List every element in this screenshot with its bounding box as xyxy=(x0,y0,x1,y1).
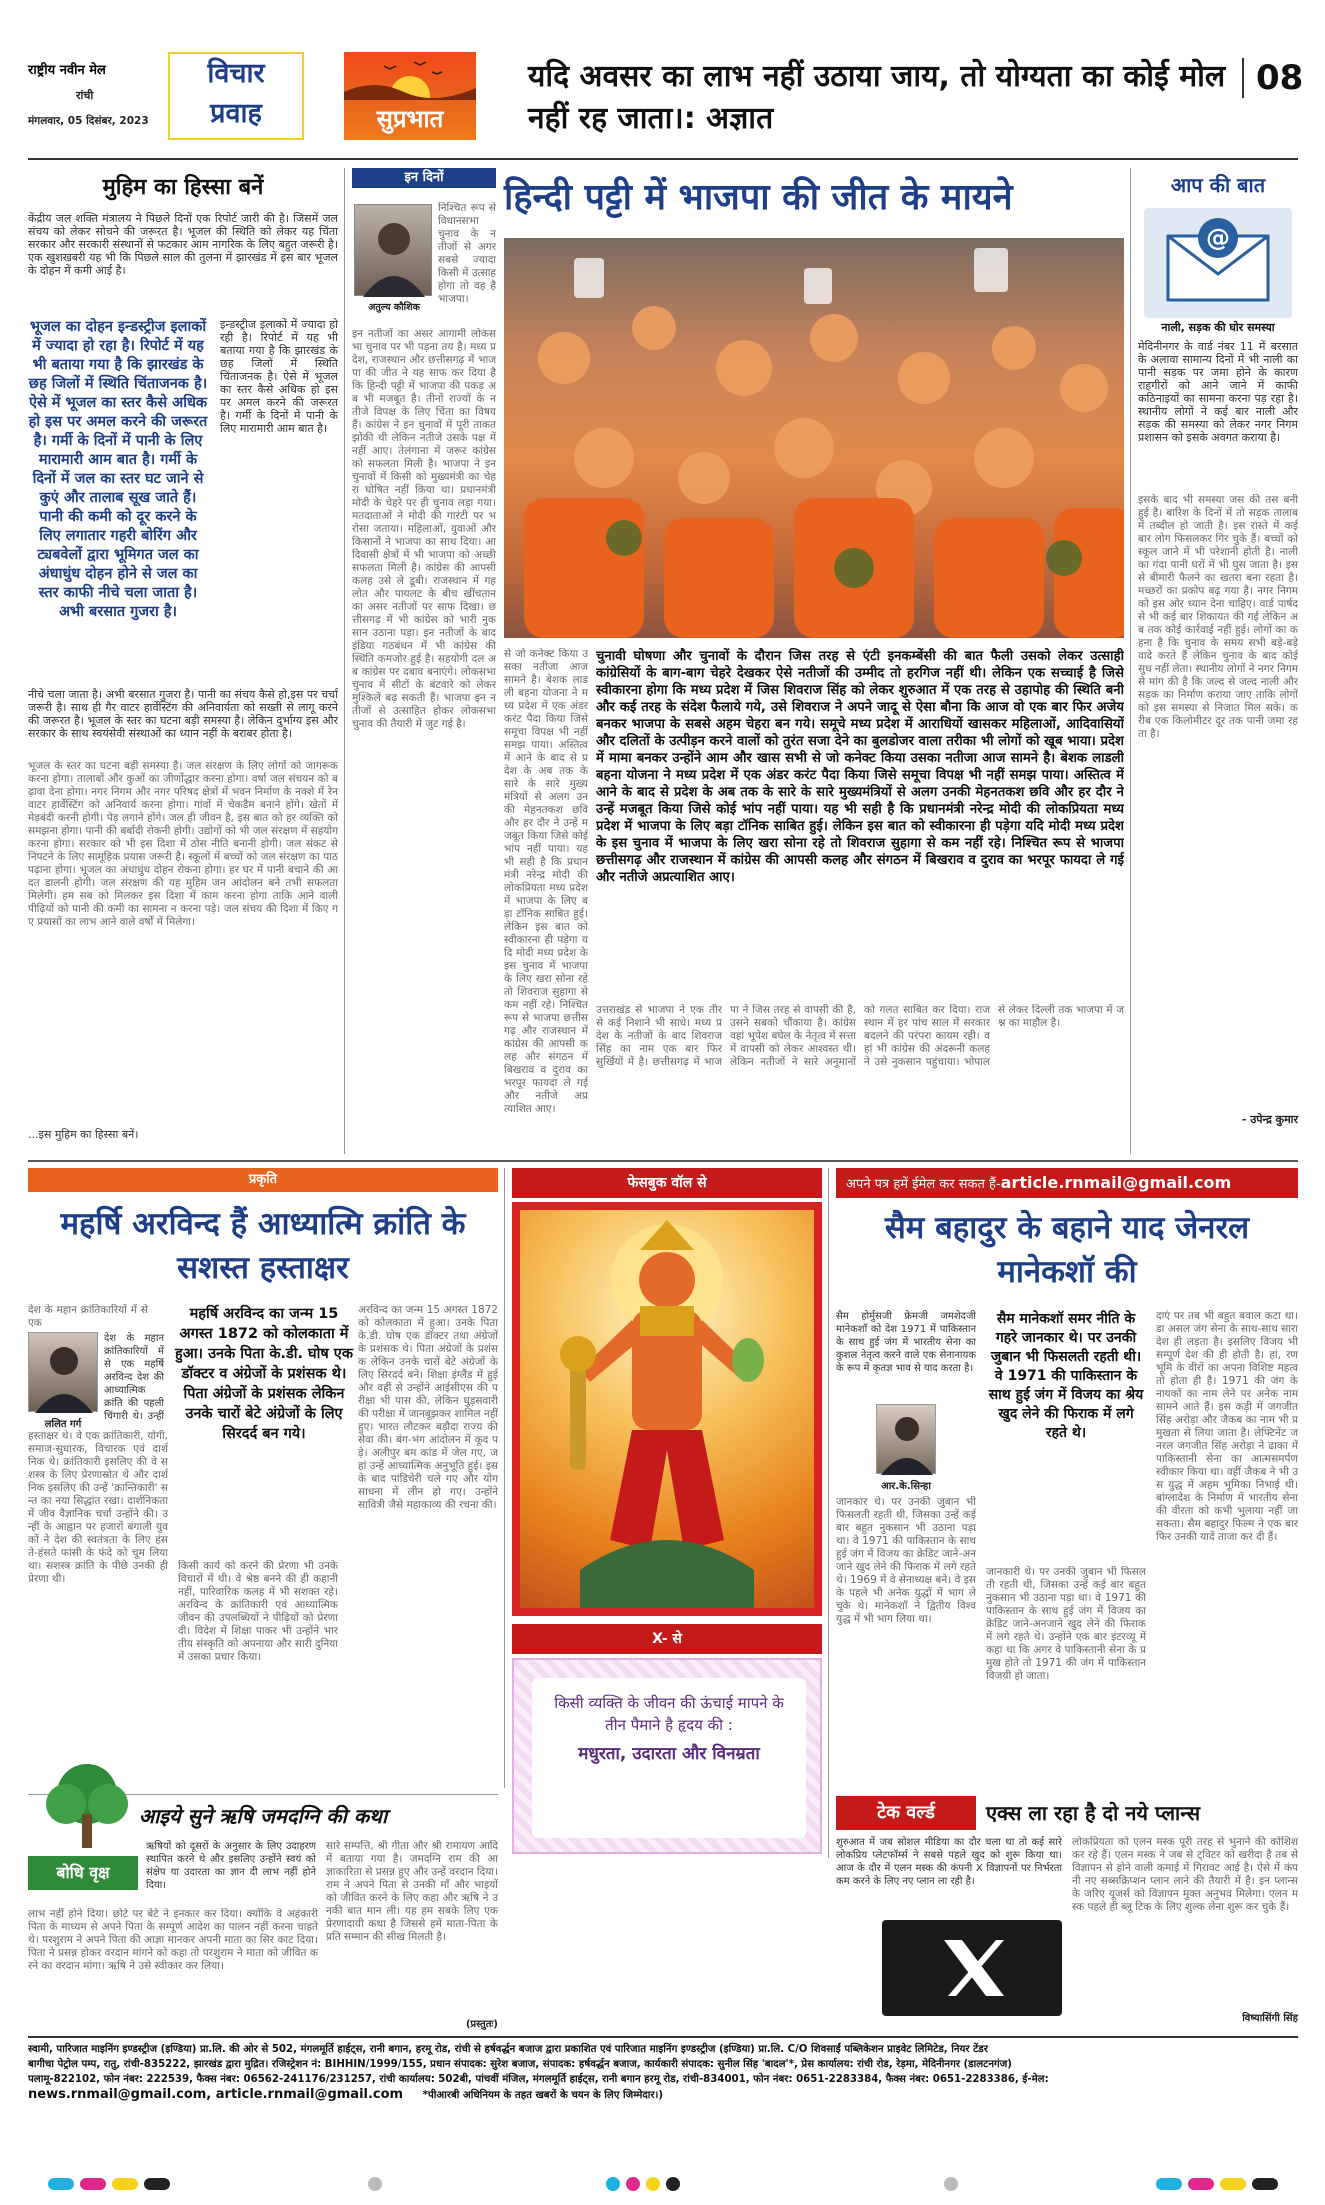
person-icon xyxy=(877,1405,937,1475)
prakriti-label: प्रकृति xyxy=(28,1168,498,1192)
x-quote-intro: किसी व्यक्ति के जीवन की ऊंचाई मापने के तीन पैमाने है हृदय की : xyxy=(554,1694,784,1734)
main-article-col-1: से जो कनेक्ट किया उसका नतीजा आज सामने है। बेशक लाडली बहना योजना ने मध्य प्रदेश में एक अंडर करंट पैदा किया जिसे समूचा विपक्ष भी नहीं समझ पाया। अस्तित्व में आने के बाद से प्रदेश के अब तक के सारे के सारे मुख्यमंत्रियों से अलग उनकी मेहनतकश छवि और हर दौर ने उन्हें मजबूत किया जिसे कोई भांप नहीं पाया। यह भी सही है कि प्रधानमंत्री नरेन्द्र मोदी की लोकप्रियता मध्य प्रदेश में भाजपा के लिए बड़ा टॉनिक साबित हुई। लेकिन इस बात को स्वीकारना ही पड़ेगा यदि मोदी मध्य प्रदेश के इस चुनाव में भाजपा के लिए खरा सोना रहे तो शिवराज सुहागा से कम नहीं रहे। निश्चित रूप से भाजपा छत्तीसगढ़ और राजस्थान में कांग्रेस की आपसी कलह और संगठन में बिखराव व दुराव का भरपूर फायदा ले गई और नतीजे अप्रत्याशित आए। xyxy=(504,648,588,1115)
email-banner-text: अपने पत्र हमें ईमेल कर सकत हैं- xyxy=(846,1177,1001,1192)
section-vichar-box xyxy=(168,52,304,140)
color-bar-yellow xyxy=(1220,2178,1246,2190)
hanuman-image xyxy=(512,1202,822,1616)
bodh-vriksh-credit: (प्रस्तुतः) xyxy=(465,2019,498,2030)
masthead-rule xyxy=(28,158,1298,160)
email-banner xyxy=(836,1168,1298,1198)
author-photo xyxy=(876,1404,936,1474)
aap-ki-baat-author: - उपेन्द्र कुमार xyxy=(1241,1113,1298,1126)
main-article-continued: उत्तराखंड से भाजपा ने एक तीर से कई निशाने भी साधे। मध्य प्रदेश के नतीजों के बाद शिवराज सिंह का नाम एक बार फिर सुर्खियों में है। छत्तीसगढ़ में भाजपा ने जिस तरह से वापसी की है, उसने सबको चौंकाया है। कांग्रेस वहां भूपेश बघेल के नेतृत्व में सत्ता में वापसी को लेकर आश्वस्त थी। लेकिन नतीजों ने सारे अनुमानों को गलत साबित कर दिया। राजस्थान में हर पांच साल में सरकार बदलने की परंपरा कायम रही। वहां भी कांग्रेस की अंदरूनी कलह ने उसे नुकसान पहुंचाया। भोपाल से लेकर दिल्ली तक भाजपा में जश्न का माहौल है। xyxy=(596,1004,1124,1068)
crowd-illustration xyxy=(504,238,1124,638)
editorial-pull-quote: भूजल का दोहन इन्डस्ट्रीज इलाकों में ज्यादा हो रहा है। रिपोर्ट में यह भी बताया गया है कि झारखंड के छह जिलों में स्थिति चिंताजनक है। ऐसे में भूजल का स्तर कैसे अधिक हो इस पर अमल करने की जरूरत है। गर्मी के दिनों में पानी के लिए मारामारी आम बात है। गर्मी के दिनों में जल का स्तर घट जाने से कुएं और तालाब सूख जाते हैं। पानी की कमी को दूर करने के लिए लगातार गहरी बोरिंग और ट्यबवेलों द्वारा भूमिगत जल का अंधाधुंध दोहन होने से जल का स्तर काफी नीचे चला जाता है। अभी बरसात गुजरा है। xyxy=(28,319,208,620)
date: मंगलवार, 05 दिसंबर, 2023 xyxy=(28,115,149,127)
suprabhat-box xyxy=(344,52,476,140)
section-pravah: प्रवाह xyxy=(210,98,262,129)
prakriti-col-2: किसी कार्य को करने की प्रेरणा भी उनके विचारों में थी। वे श्रेष्ठ बनने की ही कहानी नहीं, पारिवारिक कलह में भी सशक्त रहे। अरविन्द के क्रांतिकारी एवं आध्यात्मिक जीवन की उपलब्धियों ने पीढ़ियों को प्रेरणा दी। विदेश में शिक्षा पाकर भी उन्होंने भारतीय संस्कृति को अपनाया और सारी दुनिया में उसका प्रचार किया। xyxy=(178,1560,338,1663)
editorial-title: मुहिम का हिस्सा बनें xyxy=(102,175,264,200)
column-in-dino xyxy=(352,168,496,1154)
email-banner-email[interactable]: article.rnmail@gmail.com xyxy=(1000,1173,1232,1192)
x-logo-image xyxy=(882,1920,1062,2016)
color-bar-black xyxy=(1252,2178,1278,2190)
prakriti-pull-quote: महर्षि अरविन्द का जन्म 15 अगस्त 1872 को कोलकाता में हुआ। उनके पिता के.डी. घोष एक डॉक्टर व अंग्रेजों के प्रशंसक थे। पिता अंग्रेजों के प्रशंसक लेकिन उनके चारों बेटे अंग्रेजों के लिए सिरदर्द बन गये। xyxy=(175,1306,353,1442)
in-dino-text: निश्चित रूप से विधानसभा चुनाव के नतीजों से अगर सबसे ज्यादा किसी में उत्साह होगा तो वह है भाजपा। xyxy=(438,202,496,305)
color-bar-magenta xyxy=(1188,2178,1214,2190)
sam-bahadur-col-3: दाएं पर तब भी बहुत बवाल कटा था। डा असल जंग सेना के साथ-साथ सारा देश ही लड़ता है। इसलिए विजय भी सम्पूर्ण देश की ही होती है। हां, रणभूमि के वीरों का अपना विशिष्ट महत्व तो होता ही है। 1971 की जंग के नायकों का नाम लेने पर अनेक नाम सामने आते हैं। इस कड़ी में जगजीत सिंह अरोड़ा और जैकब का नाम भी प्रमुखता से लिया जाता है। लेफ्टिनेंट जनरल जगजीत सिंह अरोड़ा ने ढाका में पाकिस्तानी सेना का आत्मसमर्पण स्वीकार किया था। वहीं जैकब ने भी उस युद्ध में अहम भूमिका निभाई थी। बांग्लादेश के निर्माण में भारतीय सेना की वीरता को कभी भुलाया नहीं जा सकता। सैम बहादुर फिल्म ने एक बार फिर उनकी यादें ताजा कर दी हैं। xyxy=(1156,1310,1298,1543)
aap-ki-baat-continued: इसके बाद भी समस्या जस की तस बनी हुई है। बारिश के दिनों में तो सड़क तालाब में तब्दील हो जाती है। इस रास्ते में कई बार लोग फिसलकर गिर चुके हैं। बच्चों को स्कूल जाने में भी परेशानी होती है। नाली का गंदा पानी घरों में भी घुस जाता है। इससे बीमारी फैलने का खतरा बना रहता है। मच्छरों का प्रकोप बढ़ गया है। नगर निगम को इस ओर ध्यान देना चाहिए। वार्ड पार्षद से भी कई बार शिकायत की गई लेकिन अब तक कोई कार्रवाई नहीं हुई। लोगों का कहना है कि चुनाव के समय सभी बड़े-बड़े वादे करते हैं लेकिन चुनाव के बाद कोई सुध नहीं लेता। स्थानीय लोगों ने नगर निगम से मांग की है कि जल्द से जल्द नाली और सड़क का निर्माण कराया जाए ताकि लोगों को इस समस्या से निजात मिल सके। करीब एक किलोमीटर दूर तक पानी जमा रहता है। xyxy=(1138,494,1298,740)
editorial-closing: ...इस मुहिम का हिस्सा बनें। xyxy=(28,1128,139,1141)
main-article-highlight: चुनावी घोषणा और चुनावों के दौरान जिस तरह से एंटी इनकम्बेंसी की बात फैली उसको लेकर उत्साही कांग्रेसियों के बाग-बाग चेहरे देखकर ऐसे नतीजों की उम्मीद तो हरगिज नहीं थी। लेकिन एक सच्चाई है जिसे स्वीकारना होगा कि मध्य प्रदेश में जिस शिवराज सिंह को लेकर शुरुआत में एक तरह से उहापोह की स्थिति बनी और कई तरह के संदेश फैलाये गये, उसे शिवराज ने अपने जादू से ऐसा बौना कि आज वो एक बार फिर अजेय बनकर भाजपा के सबसे अहम चेहरा बन गये। समूचे मध्य प्रदेश में आराधियों खासकर महिलाओं, आदिवासियों और दलितों के उत्पीड़न करने वालों को तुरंत सजा देने का बुलडोजर वाला तरीका भी लोगों को खूब भाया। प्रदेश में मामा बनकर उन्होंने आम और खास सभी से जो कनेक्ट किया उसका नतीजा आज सामने है। बेशक लाडली बहना योजना ने मध्य प्रदेश में एक अंडर करंट पैदा किया जिसे समूचा विपक्ष भी नहीं समझ पाया। अस्तित्व में आने के बाद से प्रदेश के अब तक के सारे के सारे मुख्यमंत्रियों से अलग उनकी मेहनतकश छवि और हर दौर ने उन्हें मजबूत किया जिसे कोई भांप नहीं पाया। यह भी सही है कि प्रधानमंत्री नरेन्द्र मोदी की लोकप्रियता मध्य प्रदेश में भाजपा के लिए बड़ा टॉनिक साबित हुई। लेकिन इस बात को स्वीकारना ही पड़ेगा यदि मोदी मध्य प्रदेश के इस चुनाव में भाजपा के लिए खरा सोना रहे तो शिवराज सुहागा से कम नहीं रहे। निश्चित रूप से भाजपा छत्तीसगढ़ और राजस्थान में कांग्रेस की आपसी कलह और संगठन में बिखराव व दुराव का भरपूर फायदा ले गई और नतीजे अप्रत्याशित आए। xyxy=(596,649,1124,885)
sam-bahadur-col-1: जानकार थे। पर उनकी जुबान भी फिसलती रहती थी, जिसका उन्हें कई बार बहुत नुकसान भी उठाना पड़ा था। वे 1971 की पाकिस्तान के साथ हुई जंग में विजय का क्रेडिट जाने-अनजाने खुद लेने की फिराक में लगे रहते थे। 1969 में वे सेनाध्यक्ष बने। वे इसके पहले भी अनेक युद्धों में भाग ले चुके थे। मानेकशॉ ने द्वितीय विश्व युद्ध में भी भाग लिया था। xyxy=(836,1496,976,1625)
x-se-label: X- से xyxy=(512,1624,822,1654)
reg-dot xyxy=(646,2177,660,2191)
bodh-vriksh-col-1: लाभ नहीं होने दिया। छोटे पर बेटे ने इनकार कर दिया। क्योंकि वे अहंकारी पिता के माध्यम से अपने पिता के सम्पूर्ण आदेश का पालन नहीं करना चाहते थे। परशुराम ने अपने पिता की आज्ञा मानकर अपनी माता का सिर काट दिया। पिता ने प्रसन्न होकर वरदान मांगने को कहा तो परशुराम ने माता को जीवित करने का वरदान मांगा। ऋषि ने उसे स्वीकार कर लिया। xyxy=(28,1908,318,1972)
reg-dot xyxy=(666,2177,680,2191)
paper-name: राष्ट्रीय नवीन मेल xyxy=(28,63,106,78)
tech-world xyxy=(836,1796,1298,2030)
x-quote-inner xyxy=(532,1678,806,1838)
sam-bahadur-author: आर.के.सिन्हा xyxy=(881,1481,931,1492)
footer-line-3: पलामू-822102, फोन नंबर: 222539, फैक्स नंबर: 06562-241176/231257, रांची कार्यालय: 502बी, पांचवीं मंजिल, मंगलमूर्ति हाईट्स, रानी बगान हरमू रोड, रांची-834001, फोन नंबर: 0651-2283384, फैक्स नंबर: 0651-2283386, ई-मेल: xyxy=(28,2074,1049,2085)
prakriti-col-3: अरविन्द का जन्म 15 अगस्त 1872 को कोलकाता में हुआ। उनके पिता के.डी. घोष एक डॉक्टर तथा अंग्रेजों के प्रशंसक थे। पिता अंग्रेजों के प्रशंसक लेकिन उनके चारों बेटे अंग्रेजों के लिए सिरदर्द बने। शिक्षा इंग्लैंड में हुई और वहीं से उन्होंने आईसीएस की परीक्षा भी पास की, लेकिन घुड़सवारी की परीक्षा में जानबूझकर शामिल नहीं हुए। भारत लौटकर बड़ौदा राज्य की सेवा की। बंग-भंग आंदोलन में कूद पड़े। अलीपुर बम कांड में जेल गए, जहां उन्हें आध्यात्मिक अनुभूति हुई। इसके बाद पांडिचेरी चले गए और योग साधना में लीन हो गए। उन्होंने सावित्री जैसे महाकाव्य की रचना की। xyxy=(358,1304,498,1511)
tech-world-col-2: लोकप्रियता को एलन मस्क पूरी तरह से भुनाने की कोशिश कर रहे हैं। एलन मस्क ने जब से ट्विटर को खरीदा है तब से विज्ञापन से होने वाली कमाई में गिरावट आई है। ऐसे में कंपनी नए सब्सक्रिप्शन प्लान लाने की तैयारी में है। इन प्लान्स के जरिए यूजर्स को विज्ञापन मुक्त अनुभव मिलेगा। एलन मस्क पहले ही ब्लू टिक के लिए शुल्क लेना शुरू कर चुके हैं। xyxy=(1072,1836,1298,1913)
color-bar-cyan xyxy=(48,2178,74,2190)
color-bar-black xyxy=(144,2178,170,2190)
bodh-vriksh-body: ऋषियों को दूसरों के अनुसार के लिए उदाहरण स्थापित करने थे और इसलिए उन्होंने स्वयं को संक्षेप या उदारता का ज्ञान दी लाभ नहीं होने दिया। xyxy=(146,1841,316,1891)
mid-rule xyxy=(28,1160,1298,1162)
reg-dot xyxy=(606,2177,620,2191)
color-bar-yellow xyxy=(112,2178,138,2190)
tree-icon xyxy=(32,1760,142,1850)
suprabhat-label: सुप्रभात xyxy=(376,105,444,133)
bodh-vriksh-title: आइये सुने ऋषि जमदग्नि की कथा xyxy=(138,1804,388,1828)
aap-ki-baat-subtitle: नाली, सड़क की घोर समस्या xyxy=(1161,321,1275,334)
sam-bahadur xyxy=(836,1206,1298,1788)
footer xyxy=(28,2042,1298,2166)
masthead xyxy=(28,52,1304,150)
col-divider-4 xyxy=(828,1168,829,1858)
main-article xyxy=(504,168,1124,1154)
aap-ki-baat-body: मेदिनीनगर के वार्ड नंबर 11 में बरसात के अलावा सामान्य दिनों में भी नाली का पानी सड़क पर जमा होने के कारण राहगीरों को आने जाने में काफी कठिनाइयों का सामना करना पड़ रहा है। स्थानीय लोगों ने कई बार नाली और सड़क की समस्या को लेकर नगर निगम प्रशासन को इसके अवगत कराया है। xyxy=(1138,340,1298,444)
aap-ki-baat xyxy=(1138,168,1298,1154)
prakriti-body: देश के महान क्रांतिकारियों में से एक महर्षि अरविन्द देश की आध्यात्मिक क्रांति की पहली चिंगारी थे। उन्हीं xyxy=(104,1333,164,1422)
facebook-wall-label: फेसबुक वॉल से xyxy=(512,1168,822,1198)
prakriti-section xyxy=(28,1168,498,1788)
prakriti-author: ललित गर्ग xyxy=(44,1419,82,1430)
person-icon xyxy=(29,1333,99,1413)
tree-illustration xyxy=(32,1760,142,1850)
reg-dot xyxy=(368,2177,382,2191)
x-logo-icon xyxy=(882,1920,1062,2016)
reg-dot xyxy=(626,2177,640,2191)
x-quote-values: मधुरता, उदारता और विनम्रता xyxy=(578,1744,760,1764)
footer-emails[interactable]: news.rnmail@gmail.com, article.rnmail@gmail.com xyxy=(28,2087,404,2102)
editorial-continued-text: भूजल के स्तर का घटना बड़ी समस्या है। जल संरक्षण के लिए लोगों को जागरूक करना होगा। तालाबों और कुओं का जीर्णोद्धार करना होगा। वर्षा जल संचयन को बढ़ावा देना होगा। नगर निगम और नगर परिषद क्षेत्रों में भवन निर्माण के नक्शे में रेन वाटर हार्वेस्टिंग को अनिवार्य करना होगा। गांवों में चेकडैम बनाने होंगे। खेतों में मेड़बंदी करनी होगी। पेड़ लगाने होंगे। जल ही जीवन है, इस बात को हर व्यक्ति को समझना होगा। पानी की बर्बादी रोकनी होगी। उद्योगों को भी जल संरक्षण में सहयोग करना होगा। सरकार को भी इस दिशा में ठोस नीति बनानी होगी। जल संकट से निपटने के लिए सामूहिक प्रयास जरूरी है। स्कूलों में बच्चों को जल संरक्षण का पाठ पढ़ाना होगा। भूजल का अंधाधुंध दोहन रोकना होगा। हर घर में पानी बचाने की आदत डालनी होगी। जल संरक्षण की यह मुहिम जन आंदोलन बने तभी सफलता मिलेगी। हम सब को मिलकर इस दिशा में काम करना होगा ताकि आने वाली पीढ़ियों को पानी की कमी का सामना न करना पड़े। जल संचय की दिशा में किए गए प्रयासों का लाभ आने वाले वर्षों में मिलेगा। xyxy=(28,760,338,928)
author-photo xyxy=(28,1332,98,1412)
reg-dot xyxy=(944,2177,958,2191)
person-icon xyxy=(355,205,433,297)
envelope-icon xyxy=(1144,208,1292,318)
in-dino-body: इन नतीजों का असर आगामी लोकसभा चुनाव पर भी पड़ना तय है। मध्य प्रदेश, राजस्थान और छत्तीसगढ़ में भाजपा की जीत ने यह साफ कर दिया है कि हिन्दी पट्टी में भाजपा की पकड़ अब भी मजबूत है। तीनों राज्यों के नतीजे विपक्ष के लिए चिंता का विषय हैं। कांग्रेस ने इन चुनावों में पूरी ताकत झोंकी थी लेकिन नतीजे उसके पक्ष में नहीं आए। तेलंगाना में जरूर कांग्रेस को सफलता मिली है। भाजपा ने इन चुनावों में किसी को मुख्यमंत्री का चेहरा घोषित नहीं किया था। प्रधानमंत्री मोदी के चेहरे पर ही चुनाव लड़ा गया। मतदाताओं ने मोदी की गारंटी पर भरोसा जताया। महिलाओं, युवाओं और किसानों ने भाजपा का साथ दिया। आदिवासी क्षेत्रों में भी भाजपा को अच्छी सफलता मिली है। कांग्रेस की आपसी कलह उसे ले डूबी। राजस्थान में गहलोत और पायलट के बीच खींचतान का असर नतीजों पर साफ दिखा। छत्तीसगढ़ में भी कांग्रेस को भारी नुकसान उठाना पड़ा। इन नतीजों के बाद इंडिया गठबंधन में भी कांग्रेस की स्थिति कमजोर हुई है। सहयोगी दल अब कांग्रेस पर दबाव बनाएंगे। लोकसभा चुनाव में सीटों के बंटवारे को लेकर मुश्किलें बढ़ सकती हैं। भाजपा इन नतीजों से उत्साहित होकर लोकसभा चुनाव की तैयारी में जुट गई है। xyxy=(352,328,496,730)
sunrise-icon xyxy=(344,52,476,100)
editorial xyxy=(28,168,338,1154)
city: रांची xyxy=(76,89,94,102)
prakriti-intro: देश के महान क्रांतिकारियों में से एक xyxy=(28,1304,148,1328)
in-dino-label: इन दिनों xyxy=(352,168,496,188)
tech-world-title: एक्स ला रहा है दो नये प्लान्स xyxy=(986,1801,1201,1825)
header-quote: यदि अवसर का लाभ नहीं उठाया जाय, तो योग्यता का कोई मोल नहीं रह जाता।: अज्ञात xyxy=(528,59,1226,136)
footer-line-1: स्वामी, पारिजात माइनिंग इण्डस्ट्रीज (इण्डिया) प्रा.लि. की ओर से 502, मंगलमूर्ति हाईट्स, रानी बगान, हरमू रोड, रांची से हर्षवर्द्धन बजाज द्वारा प्रकाशित एवं पारिजात माइनिंग इण्डस्ट्रीज (इण्डिया) प्रा.लि. C/O शिवसाईं पब्लिकेशन प्राइवेट लिमिटेड, नियर टेंडर xyxy=(28,2044,988,2055)
col-divider-3 xyxy=(504,1168,505,1788)
color-bar-magenta xyxy=(80,2178,106,2190)
editorial-body: नीचे चला जाता है। अभी बरसात गुजरा है। पानी का संचय कैसे हो,इस पर चर्चा जरूरी है। साथ ही गैर वाटर हार्वेस्टिंग की अनिवार्यता को सख्ती से लागू करने की जरूरत है। भूजल के स्तर का घटना बड़ी समस्या है। लेकिन दुर्भाग्य इस और सरकार के साथ स्वयंसेवी संस्थाओं का ध्यान नहीं के बराबर होता है। xyxy=(28,688,338,740)
registration-marks xyxy=(0,2170,1325,2200)
footer-line-2: बागीचा पेट्रोल पम्प, रातु, रांची-835222, झारखंड द्वारा मुद्रित। रजिस्ट्रेशन नं: BIHHIN/1999/155, प्रधान संपादक: सुरेश बजाज, संपादक: हर्षवर्द्धन बजाज, कार्यकारी संपादक: सुनील सिंह 'बादल'*, प्रेस कार्यालय: रांची रोड, रेड़मा, मेदिनीनगर (डालटनगंज) xyxy=(28,2059,1012,2070)
col-divider-1 xyxy=(344,168,345,1154)
deity-illustration xyxy=(520,1210,814,1608)
sam-bahadur-col-2: जानकारी थे। पर उनकी जुबान भी फिसलती रहती थी, जिसका उन्हें कई बार बहुत नुकसान भी उठाना पड़ा था। वे 1971 की पाकिस्तान के साथ हुई जंग में विजय का क्रेडिट जाने-अनजाने खुद लेने की फिराक में लगे रहते थे। उन्होंने एक बार इंटरव्यू में कहा था कि अगर वे पाकिस्तानी सेना के प्रमुख होते तो 1971 की जंग में पाकिस्तान विजयी हो जाता। xyxy=(986,1566,1146,1682)
rally-photo xyxy=(504,238,1124,638)
color-bar-cyan xyxy=(1156,2178,1182,2190)
bodh-vriksh xyxy=(28,1800,498,2030)
section-vichar: विचार xyxy=(207,58,265,89)
in-dino-author: अतुल्य कौशिक xyxy=(368,302,420,313)
tech-world-label: टेक वर्ल्ड xyxy=(836,1796,976,1830)
page-number: 08 xyxy=(1242,58,1298,98)
sam-bahadur-body: सैम होर्मुसजी फ्रेमजी जमशेदजी मानेकशॉ को देश 1971 में पाकिस्तान के साथ हुई जंग में भारतीय सेना का कुशल नेतृत्व करने वाले एक सेनानायक के रूप में कृतज्ञ भाव से याद करता है। xyxy=(836,1311,976,1374)
prakriti-title: महर्षि अरविन्द हैं आध्यात्मि क्रांति के सशस्त हस्ताक्षर xyxy=(60,1206,466,1286)
x-quote-card xyxy=(512,1658,822,1854)
tech-world-body: शुरुआत में जब सोशल मीडिया का दौर चला था तो कई सारे लोकप्रिय प्लेटफॉर्म्स ने सबसे पहले खुद को शुरू किया था। आज के दौर में एलन मस्क की कंपनी X विज्ञापनों पर निर्भरता कम करने के लिए नए प्लान ला रही है। xyxy=(836,1837,1062,1887)
author-photo xyxy=(354,204,432,296)
col-divider-2 xyxy=(1130,168,1131,1154)
footer-rule xyxy=(28,2036,1298,2038)
footer-line-4 xyxy=(28,2087,1298,2103)
sam-bahadur-title: सैम बहादुर के बहाने याद जेनरल मानेकशॉ की xyxy=(884,1210,1250,1290)
facebook-wall xyxy=(512,1168,822,1858)
tech-world-author: विष्यासिंगी सिंह xyxy=(1242,2013,1298,2024)
svg-text:@: @ xyxy=(1206,224,1230,252)
footer-note: *पीआरबी अधिनियम के तहत खबरों के चयन के लिए जिम्मेदार।) xyxy=(422,2090,664,2101)
main-article-title: हिन्दी पट्टी में भाजपा की जीत के मायने xyxy=(504,177,1013,218)
aap-ki-baat-label: आप की बात xyxy=(1170,173,1266,197)
email-illustration xyxy=(1144,208,1292,318)
editorial-lead: केंद्रीय जल शक्ति मंत्रालय ने पिछले दिनों एक रिपोर्ट जारी की है। जिसमें जल संचय को लेकर सोचने की जरूरत है। भूजल की स्थिति को लेकर यह चिंता सरकार और सरकारी संस्थानों से फटकार आम नागरिक के लिए बहुत जरूरी है। एक खुशखबरी यह भी कि पिछले साल की तुलना में झारखंड में इस बार भूजल के दोहन में कमी आई है। xyxy=(28,212,338,277)
bodh-vriksh-col-2: सारे सम्पत्ति, श्री गीता और श्री रामायण आदि में बताया गया है। जमदग्नि राम की आज्ञाकारिता से प्रसन्न हुए और उन्हें वरदान दिया। राम ने अपने पिता से उनकी माँ और भाइयों को जीवित करने के लिए कहा और ऋषि ने उनकी बात मान ली। यह हम सबके लिए एक प्रेरणादायी कथा है जिससे हमें माता-पिता के प्रति सम्मान की सीख मिलती है। xyxy=(326,1840,498,1943)
editorial-side-text: इन्डस्ट्रीज इलाकों में ज्यादा हो रही है। रिपोर्ट में यह भी बताया गया है कि झारखंड के छह जिलों में स्थिति चिंताजनक है। ऐसे में भूजल का स्तर कैसे अधिक हो इस पर अमल करने की जरूरत है। गर्मी के दिनों में पानी के लिए मारामारी आम बात है। xyxy=(220,318,338,435)
prakriti-col-1: हस्ताक्षर थे। वे एक क्रांतिकारी, योगी, समाज-सुधारक, विचारक एवं दार्शनिक थे। क्रांतिकारी इसलिए की वे सशस्त्र के लिए प्रेरणास्रोत थे और दार्शनिक इसलिए की उन्हें 'क्रान्तिकारी' सन्त का नया सिद्धांत रखा। दार्शनिकता में जीव वैज्ञानिक चर्चा उन्होंने की। उन्हीं के आह्वान पर हजारों बंगाली युवकों ने देश की स्वतंत्रता के लिए हंसते-हंसते फांसी के फंदे को चूम लिया था। सशस्त्र क्रांति के पीछे उनकी ही प्रेरणा थी। xyxy=(28,1430,168,1585)
bodh-vriksh-label: बोधि वृक्ष xyxy=(28,1856,138,1890)
sam-bahadur-pull-quote: सैम मानेकशॉ समर नीति के गहरे जानकार थे। पर उनकी जुबान भी फिसलती रहती थी। वे 1971 की पाकिस्तान के साथ हुई जंग में विजय का श्रेय खुद लेने की फिराक में लगे रहते थे। xyxy=(988,1311,1144,1441)
